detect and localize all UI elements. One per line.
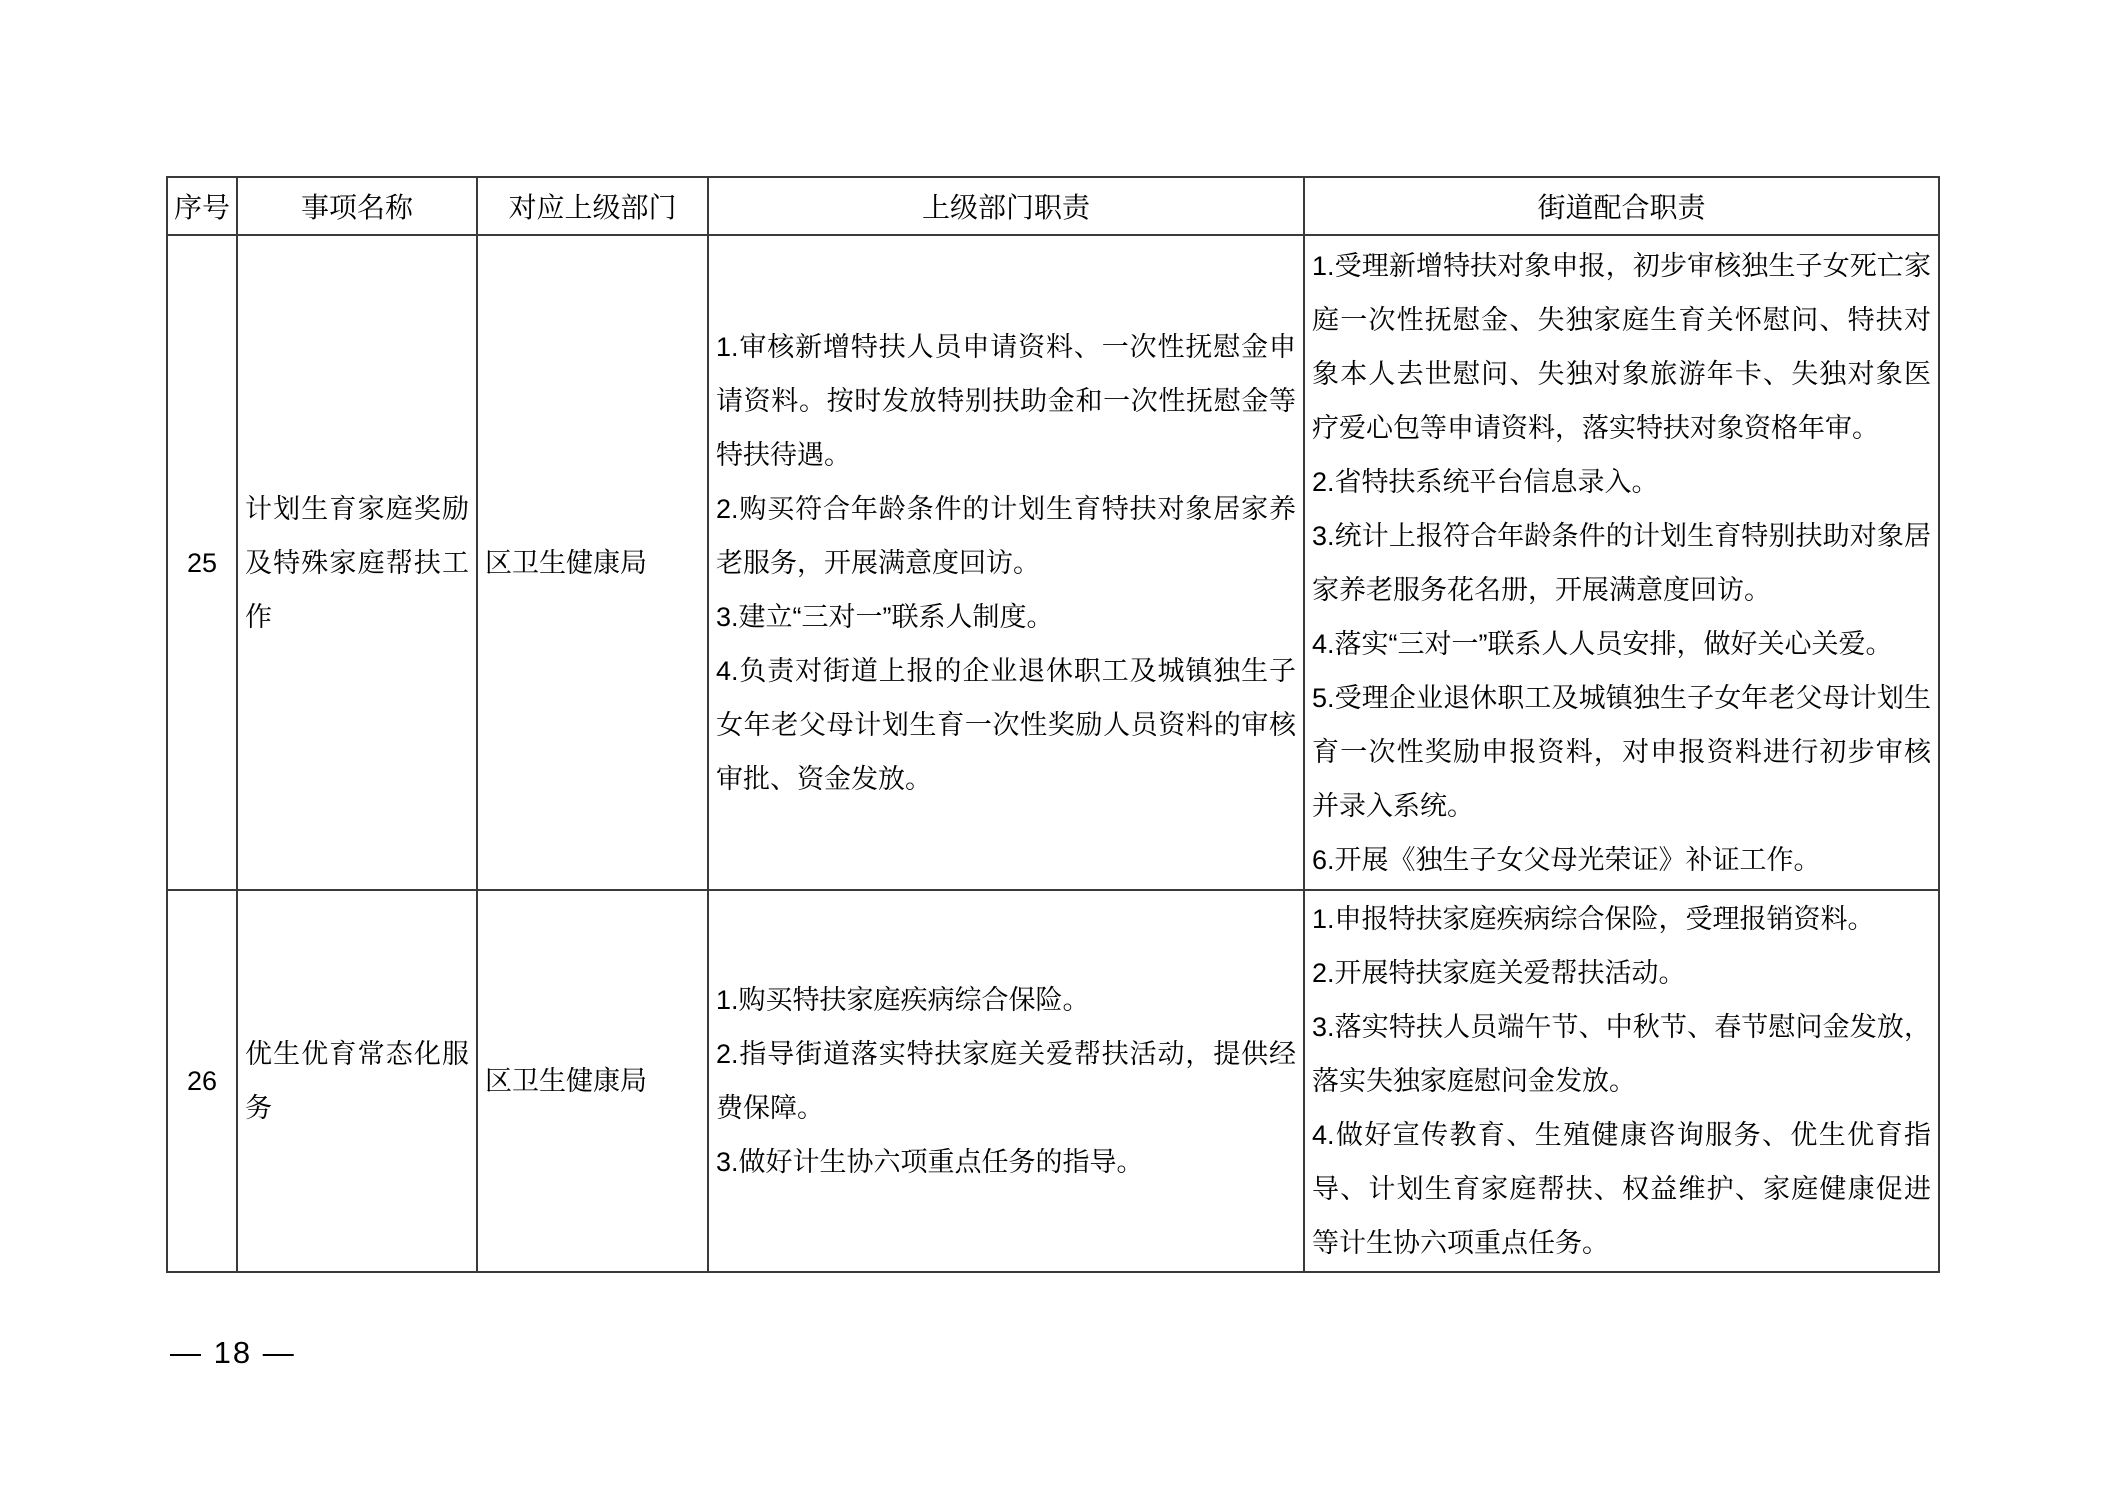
header-superior-duties: 上级部门职责: [708, 177, 1304, 235]
duty-item: 2.开展特扶家庭关爱帮扶活动。: [1312, 958, 1686, 988]
street-duties-cell: [1304, 235, 1939, 890]
table-row: [167, 235, 1939, 890]
duty-item: 3.统计上报符合年龄条件的计划生育特别扶助对象居家养老服务花名册，开展满意度回访。: [1312, 520, 1931, 605]
item-name-cell: 优生优育常态化服务: [237, 890, 477, 1272]
page-number: — 18 —: [170, 1335, 296, 1370]
table-header-row: [167, 177, 1939, 235]
superior-duties-cell: [708, 890, 1304, 1272]
duty-table: [166, 176, 1940, 1273]
department-cell: 区卫生健康局: [477, 235, 708, 890]
item-name-cell: 计划生育家庭奖励及特殊家庭帮扶工作: [237, 235, 477, 890]
street-duties-cell: [1304, 890, 1939, 1272]
header-item-name: 事项名称: [237, 177, 477, 235]
duty-item: 6.开展《独生子女父母光荣证》补证工作。: [1312, 844, 1821, 875]
duty-item: 4.做好宣传教育、生殖健康咨询服务、优生优育指导、计划生育家庭帮扶、权益维护、家庭健康促进等计生协六项重点任务。: [1312, 1120, 1931, 1258]
header-department: 对应上级部门: [477, 177, 708, 235]
superior-duties-cell: [708, 235, 1304, 890]
header-street-duties: 街道配合职责: [1304, 177, 1939, 235]
duty-item: 5.受理企业退休职工及城镇独生子女年老父母计划生育一次性奖励申报资料，对申报资料进行初步审核并录入系统。: [1312, 682, 1931, 821]
duty-item: 4.负责对街道上报的企业退休职工及城镇独生子女年老父母计划生育一次性奖励人员资料的审核审批、资金发放。: [716, 655, 1296, 794]
header-seq: 序号: [167, 177, 237, 235]
seq-cell: 26: [167, 890, 237, 1272]
duty-item: 3.建立“三对一”联系人制度。: [716, 601, 1054, 632]
duty-item: 2.省特扶系统平台信息录入。: [1312, 466, 1659, 497]
seq-cell: 25: [167, 235, 237, 890]
duty-item: 3.落实特扶人员端午节、中秋节、春节慰问金发放，落实失独家庭慰问金发放。: [1312, 1012, 1931, 1096]
duty-item: 1.受理新增特扶对象申报，初步审核独生子女死亡家庭一次性抚慰金、失独家庭生育关怀慰问、特扶对象本人去世慰问、失独对象旅游年卡、失独对象医疗爱心包等申请资料，落实特扶对象资格年审。: [1312, 250, 1931, 443]
duty-item: 4.落实“三对一”联系人人员安排，做好关心关爱。: [1312, 628, 1893, 659]
duty-item: 1.购买特扶家庭疾病综合保险。: [716, 985, 1090, 1015]
duty-item: 2.购买符合年龄条件的计划生育特扶对象居家养老服务，开展满意度回访。: [716, 493, 1296, 578]
duty-item: 2.指导街道落实特扶家庭关爱帮扶活动，提供经费保障。: [716, 1039, 1296, 1123]
table-row: [167, 890, 1939, 1272]
duty-item: 1.申报特扶家庭疾病综合保险，受理报销资料。: [1312, 904, 1875, 934]
duty-item: 1.审核新增特扶人员申请资料、一次性抚慰金申请资料。按时发放特别扶助金和一次性抚慰金等特扶待遇。: [716, 331, 1296, 470]
department-cell: 区卫生健康局: [477, 890, 708, 1272]
duty-item: 3.做好计生协六项重点任务的指导。: [716, 1147, 1144, 1177]
